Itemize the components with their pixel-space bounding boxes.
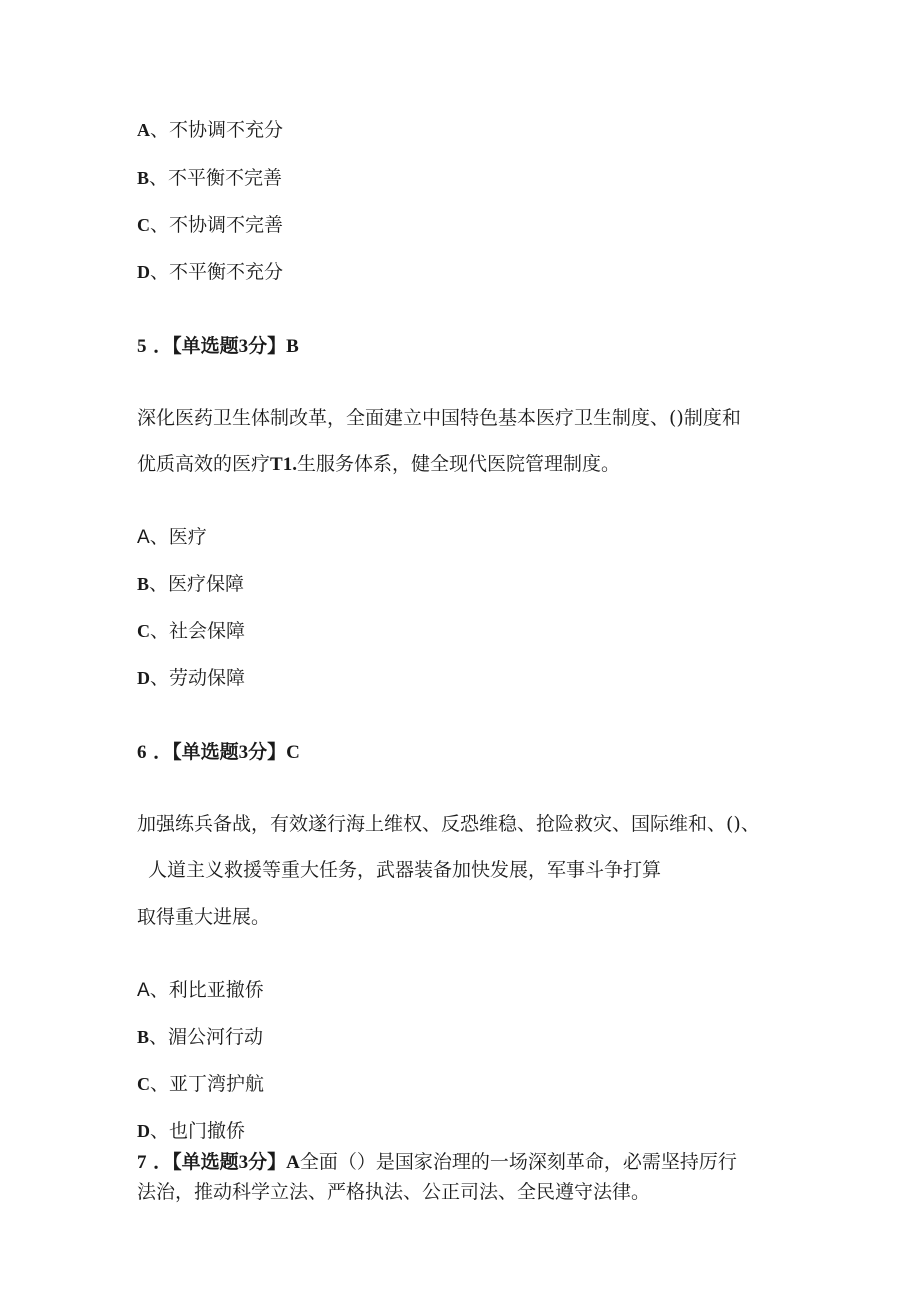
question-tag-open: 【单选题 — [172, 1151, 239, 1173]
option-separator: 、 — [149, 979, 169, 1001]
q6-stem-line-3: 取得重大进展。 — [137, 906, 271, 928]
question-dot: ． — [153, 741, 173, 763]
q5-stem-line-1: 深化医药卫生体制改革，全面建立中国特色基本医疗卫生制度、()制度和 — [137, 407, 741, 429]
option-separator: 、 — [149, 526, 169, 548]
q5-option-c — [137, 619, 245, 643]
question-tag-open: 【单选题 — [172, 741, 239, 763]
option-text: 亚丁湾护航 — [169, 1073, 265, 1095]
option-text: 不协调不完善 — [169, 214, 284, 236]
q4-option-d — [137, 260, 283, 284]
question-number: 7 — [137, 1152, 147, 1173]
q5-stem-line-2 — [137, 452, 620, 477]
q4-option-b — [137, 166, 282, 190]
question-dot: ． — [153, 335, 173, 357]
option-text: 利比亚撤侨 — [168, 979, 264, 1001]
q6-stem-line-1: 加强练兵备战，有效遂行海上维权、反恐维稳、抢险救灾、国际维和、()、 — [137, 813, 760, 835]
q6-stem-line-2: 人道主义救援等重大任务，武器装备加快发展，军事斗争打算 — [148, 859, 662, 881]
option-letter: C — [137, 1074, 150, 1094]
option-letter: D — [137, 262, 150, 282]
stem-text: 生服务体系，健全现代医院管理制度。 — [296, 453, 620, 475]
question-tag-open: 【单选题 — [172, 335, 239, 357]
question-tag-close: 分】 — [248, 335, 287, 357]
option-separator: 、 — [150, 1120, 170, 1142]
option-text: 不平衡不完善 — [168, 167, 283, 189]
stem-bold-fragment: T1. — [270, 454, 297, 475]
option-letter: A — [137, 120, 150, 140]
q6-heading — [137, 740, 300, 765]
stem-text: 优质高效的医疗 — [137, 453, 271, 475]
option-letter: D — [137, 1121, 150, 1141]
question-tag-close: 分】 — [248, 741, 287, 763]
q4-option-c — [137, 213, 283, 237]
q6-option-d — [137, 1119, 245, 1143]
option-separator: 、 — [150, 119, 170, 141]
q5-option-a — [137, 525, 207, 550]
option-separator: 、 — [150, 667, 170, 689]
option-text: 劳动保障 — [169, 667, 246, 689]
q7-stem-line-2: 法治，推动科学立法、严格执法、公正司法、全民遵守法律。 — [137, 1181, 651, 1203]
q5-option-b — [137, 572, 244, 596]
q5-heading — [137, 334, 299, 359]
option-separator: 、 — [149, 1026, 169, 1048]
option-text: 医疗保障 — [168, 573, 245, 595]
question-score: 3 — [238, 1152, 249, 1173]
question-tag-close: 分】 — [248, 1151, 287, 1173]
option-letter: C — [137, 215, 150, 235]
question-number: 5 — [137, 336, 147, 357]
option-letter: B — [137, 1027, 150, 1047]
q6-option-c — [137, 1072, 264, 1096]
question-answer: C — [286, 742, 300, 763]
option-separator: 、 — [150, 1073, 170, 1095]
question-score: 3 — [238, 742, 249, 763]
option-separator: 、 — [150, 214, 170, 236]
q7-stem-line-1: 全面（）是国家治理的一场深刻革命，必需坚持厉行 — [299, 1151, 737, 1173]
q4-option-a — [137, 118, 283, 142]
option-letter: A — [137, 527, 150, 548]
option-text: 不协调不充分 — [169, 119, 284, 141]
option-letter: A — [137, 980, 150, 1001]
option-letter: D — [137, 668, 150, 688]
option-text: 社会保障 — [169, 620, 246, 642]
question-score: 3 — [238, 336, 249, 357]
option-separator: 、 — [149, 573, 169, 595]
q7-heading — [137, 1151, 300, 1173]
option-separator: 、 — [150, 261, 170, 283]
option-separator: 、 — [149, 167, 169, 189]
question-answer: B — [286, 336, 299, 357]
option-text: 也门撤侨 — [169, 1120, 246, 1142]
question-answer: A — [286, 1152, 300, 1173]
q7-heading-line — [137, 1150, 737, 1175]
option-text: 医疗 — [168, 526, 207, 548]
option-letter: C — [137, 621, 150, 641]
option-letter: B — [137, 574, 150, 594]
q5-option-d — [137, 666, 245, 690]
question-number: 6 — [137, 742, 147, 763]
q6-option-b — [137, 1025, 263, 1049]
option-letter: B — [137, 168, 150, 188]
q6-option-a — [137, 978, 264, 1003]
option-separator: 、 — [150, 620, 170, 642]
option-text: 不平衡不充分 — [169, 261, 284, 283]
option-text: 湄公河行动 — [168, 1026, 264, 1048]
question-dot: ． — [153, 1151, 173, 1173]
